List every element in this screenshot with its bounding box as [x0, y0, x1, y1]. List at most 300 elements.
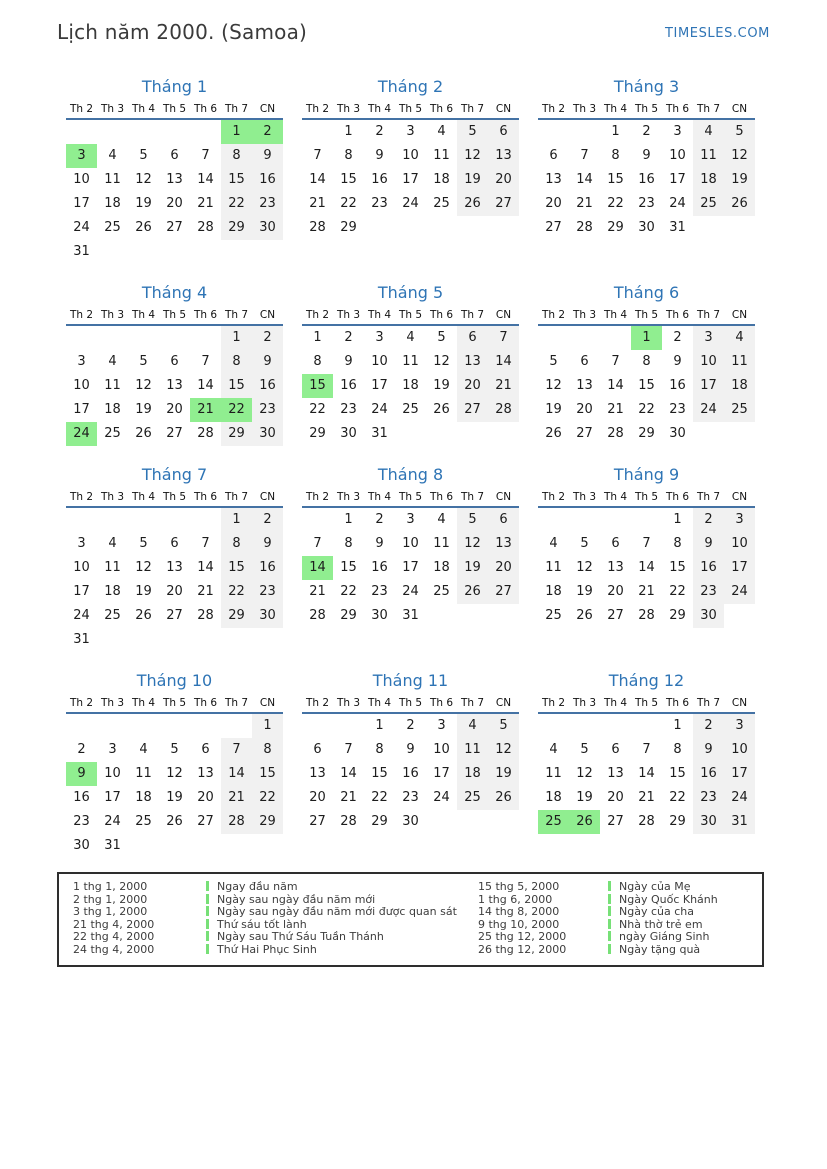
- legend-date: 26 thg 12, 2000: [478, 942, 567, 956]
- weekday-label: Th 6: [665, 697, 690, 709]
- date-cell: 30: [693, 604, 724, 628]
- empty-cell: [221, 714, 252, 738]
- date-cell: 15: [221, 168, 252, 192]
- date-cell: 24: [402, 584, 419, 599]
- date-cell: 1: [375, 718, 384, 733]
- weekday-label: Th 5: [162, 697, 187, 709]
- date-cell: 1: [673, 512, 682, 527]
- topbar: [57, 20, 770, 44]
- empty-cell: [600, 508, 631, 532]
- weekday-label: Th 6: [429, 309, 454, 321]
- date-cell: 14: [576, 172, 593, 187]
- empty-cell: [66, 120, 97, 144]
- weekday-label: Th 4: [367, 309, 392, 321]
- date-cell: 29: [340, 608, 357, 623]
- month-block-5: [302, 283, 519, 446]
- date-cell: 3: [406, 124, 415, 139]
- date-cell: 10: [724, 532, 755, 556]
- date-cell: 25: [433, 196, 450, 211]
- date-cell: 31: [669, 220, 686, 235]
- date-cell: 13: [576, 378, 593, 393]
- date-cell: 12: [488, 738, 519, 762]
- weekday-label: CN: [495, 491, 512, 503]
- empty-cell: [97, 714, 128, 738]
- date-cell: 3: [375, 330, 384, 345]
- legend-date: 15 thg 5, 2000: [478, 880, 560, 893]
- date-cell: 24: [724, 580, 755, 604]
- date-cell: 9: [344, 354, 353, 369]
- date-cell: 14: [607, 378, 624, 393]
- date-cell: 17: [402, 172, 419, 187]
- date-cell: 27: [607, 814, 624, 829]
- date-cell: 30: [252, 604, 283, 628]
- legend-holiday-name: ngày Giáng Sinh: [608, 931, 748, 944]
- legend-date: 1 thg 1, 2000: [73, 880, 148, 893]
- date-cell: 29: [607, 220, 624, 235]
- month-title: Tháng 11: [372, 671, 449, 690]
- date-cell: 13: [166, 560, 183, 575]
- empty-cell: [426, 216, 457, 240]
- legend-holiday-name: Ngày sau Thứ Sáu Tuần Thánh: [206, 931, 478, 944]
- date-cell: 8: [375, 742, 384, 757]
- date-cell: 7: [221, 738, 252, 762]
- date-cell: 29: [221, 604, 252, 628]
- date-cell: 9: [375, 148, 384, 163]
- date-cell: 28: [638, 608, 655, 623]
- date-cell: 16: [252, 374, 283, 398]
- date-cell: 2: [375, 512, 384, 527]
- weekday-label: Th 2: [305, 697, 330, 709]
- legend-holiday-name: Ngày tặng quà: [608, 944, 748, 957]
- weekday-label: Th 2: [305, 491, 330, 503]
- date-cell: 15: [252, 762, 283, 786]
- holiday-date-cell: 21: [190, 398, 221, 422]
- date-cell: 18: [104, 584, 121, 599]
- date-cell: 18: [104, 402, 121, 417]
- date-cell: 19: [166, 790, 183, 805]
- month-days: [538, 508, 755, 628]
- date-cell: 19: [488, 762, 519, 786]
- date-cell: 17: [73, 584, 90, 599]
- empty-cell: [159, 714, 190, 738]
- empty-cell: [302, 508, 333, 532]
- date-cell: 11: [693, 144, 724, 168]
- empty-cell: [66, 326, 97, 350]
- date-cell: 19: [724, 168, 755, 192]
- date-cell: 31: [724, 810, 755, 834]
- weekday-label: Th 2: [69, 309, 94, 321]
- date-cell: 8: [611, 148, 620, 163]
- holiday-date-cell: 1: [631, 326, 662, 350]
- month-days: [66, 326, 283, 446]
- month-block-1: [66, 77, 283, 264]
- weekday-header-row: [66, 103, 283, 120]
- weekday-label: Th 6: [193, 309, 218, 321]
- empty-cell: [457, 604, 488, 628]
- date-cell: 13: [197, 766, 214, 781]
- date-cell: 9: [252, 144, 283, 168]
- date-cell: 1: [252, 714, 283, 738]
- date-cell: 21: [576, 196, 593, 211]
- date-cell: 7: [313, 536, 322, 551]
- date-cell: 19: [457, 168, 488, 192]
- date-cell: 30: [669, 426, 686, 441]
- date-cell: 10: [371, 354, 388, 369]
- date-cell: 5: [139, 536, 148, 551]
- weekday-label: CN: [731, 309, 748, 321]
- date-cell: 12: [166, 766, 183, 781]
- month-block-10: [66, 671, 283, 858]
- date-cell: 4: [139, 742, 148, 757]
- empty-cell: [252, 834, 283, 858]
- date-cell: 3: [673, 124, 682, 139]
- date-cell: 24: [433, 790, 450, 805]
- holiday-tick-icon: [608, 894, 611, 904]
- empty-cell: [128, 240, 159, 264]
- date-cell: 27: [545, 220, 562, 235]
- date-cell: 21: [638, 790, 655, 805]
- legend-date: 14 thg 8, 2000: [478, 905, 560, 919]
- date-cell: 20: [197, 790, 214, 805]
- date-cell: 7: [642, 536, 651, 551]
- empty-cell: [159, 508, 190, 532]
- date-cell: 29: [669, 814, 686, 829]
- weekday-label: Th 3: [336, 309, 361, 321]
- date-cell: 23: [638, 196, 655, 211]
- date-cell: 6: [170, 148, 179, 163]
- holiday-tick-icon: [608, 944, 611, 954]
- date-cell: 10: [693, 350, 724, 374]
- date-cell: 28: [576, 220, 593, 235]
- empty-cell: [302, 120, 333, 144]
- date-cell: 11: [457, 738, 488, 762]
- month-days: [302, 326, 519, 446]
- date-cell: 26: [433, 402, 450, 417]
- date-cell: 19: [545, 402, 562, 417]
- date-cell: 24: [724, 786, 755, 810]
- weekday-label: Th 2: [305, 103, 330, 115]
- weekday-label: Th 4: [603, 103, 628, 115]
- month-days: [538, 326, 755, 446]
- empty-cell: [724, 422, 755, 446]
- date-cell: 20: [166, 402, 183, 417]
- date-cell: 8: [313, 354, 322, 369]
- date-cell: 13: [457, 350, 488, 374]
- holiday-date-cell: 2: [252, 120, 283, 144]
- empty-cell: [488, 422, 519, 446]
- date-cell: 6: [488, 120, 519, 144]
- date-cell: 19: [135, 402, 152, 417]
- date-cell: 7: [580, 148, 589, 163]
- weekday-label: Th 4: [603, 491, 628, 503]
- date-cell: 18: [104, 196, 121, 211]
- weekday-label: Th 2: [305, 309, 330, 321]
- weekday-label: Th 2: [541, 697, 566, 709]
- date-cell: 14: [488, 350, 519, 374]
- date-cell: 11: [402, 354, 419, 369]
- month-block-8: [302, 465, 519, 628]
- month-title: Tháng 5: [377, 283, 444, 302]
- date-cell: 12: [724, 144, 755, 168]
- date-cell: 22: [221, 192, 252, 216]
- empty-cell: [364, 216, 395, 240]
- date-cell: 21: [197, 584, 214, 599]
- date-cell: 10: [104, 766, 121, 781]
- holiday-tick-icon: [206, 944, 209, 954]
- legend-date: 22 thg 4, 2000: [73, 930, 155, 944]
- date-cell: 13: [166, 172, 183, 187]
- brand-link[interactable]: TIMESLES.COM: [664, 26, 770, 41]
- date-cell: 18: [545, 790, 562, 805]
- date-cell: 18: [135, 790, 152, 805]
- date-cell: 10: [433, 742, 450, 757]
- empty-cell: [221, 240, 252, 264]
- date-cell: 19: [433, 378, 450, 393]
- weekday-label: CN: [731, 491, 748, 503]
- months-grid: [66, 77, 770, 858]
- date-cell: 24: [104, 814, 121, 829]
- date-cell: 23: [402, 790, 419, 805]
- date-cell: 7: [201, 148, 210, 163]
- empty-cell: [190, 240, 221, 264]
- weekday-label: Th 6: [665, 309, 690, 321]
- empty-cell: [724, 216, 755, 240]
- empty-cell: [395, 422, 426, 446]
- date-cell: 22: [340, 584, 357, 599]
- date-cell: 11: [104, 378, 121, 393]
- legend-holiday-name: Ngày sau ngày đầu năm mới: [206, 894, 478, 907]
- empty-cell: [159, 834, 190, 858]
- empty-cell: [693, 422, 724, 446]
- empty-cell: [190, 834, 221, 858]
- weekday-header-row: [538, 697, 755, 714]
- weekday-label: Th 3: [100, 697, 125, 709]
- date-cell: 30: [73, 838, 90, 853]
- date-cell: 31: [402, 608, 419, 623]
- date-cell: 20: [166, 584, 183, 599]
- weekday-label: Th 6: [193, 103, 218, 115]
- weekday-label: Th 4: [367, 491, 392, 503]
- date-cell: 30: [693, 810, 724, 834]
- date-cell: 16: [252, 168, 283, 192]
- holiday-legend-box: [57, 872, 764, 967]
- date-cell: 17: [724, 556, 755, 580]
- weekday-label: Th 3: [336, 103, 361, 115]
- holiday-tick-icon: [608, 931, 611, 941]
- date-cell: 29: [309, 426, 326, 441]
- date-cell: 23: [371, 584, 388, 599]
- empty-cell: [600, 714, 631, 738]
- date-cell: 8: [673, 536, 682, 551]
- empty-cell: [159, 628, 190, 652]
- date-cell: 5: [457, 120, 488, 144]
- date-cell: 25: [457, 786, 488, 810]
- date-cell: 26: [135, 220, 152, 235]
- date-cell: 28: [340, 814, 357, 829]
- date-cell: 9: [673, 354, 682, 369]
- empty-cell: [97, 508, 128, 532]
- empty-cell: [569, 714, 600, 738]
- date-cell: 27: [309, 814, 326, 829]
- date-cell: 20: [309, 790, 326, 805]
- weekday-label: Th 4: [603, 697, 628, 709]
- empty-cell: [600, 326, 631, 350]
- date-cell: 27: [576, 426, 593, 441]
- empty-cell: [569, 508, 600, 532]
- date-cell: 17: [433, 766, 450, 781]
- weekday-label: Th 6: [429, 491, 454, 503]
- weekday-header-row: [538, 491, 755, 508]
- holiday-tick-icon: [608, 919, 611, 929]
- date-cell: 2: [642, 124, 651, 139]
- weekday-label: Th 5: [634, 309, 659, 321]
- legend-date: 3 thg 1, 2000: [73, 905, 148, 919]
- date-cell: 26: [166, 814, 183, 829]
- date-cell: 14: [638, 560, 655, 575]
- date-cell: 3: [406, 512, 415, 527]
- date-cell: 31: [371, 426, 388, 441]
- weekday-label: Th 5: [398, 103, 423, 115]
- date-cell: 30: [252, 216, 283, 240]
- empty-cell: [128, 326, 159, 350]
- date-cell: 6: [313, 742, 322, 757]
- date-cell: 23: [252, 398, 283, 422]
- date-cell: 15: [607, 172, 624, 187]
- date-cell: 29: [221, 422, 252, 446]
- weekday-label: Th 4: [603, 309, 628, 321]
- weekday-header-row: [66, 697, 283, 714]
- date-cell: 23: [252, 580, 283, 604]
- date-cell: 17: [73, 402, 90, 417]
- weekday-label: Th 6: [665, 103, 690, 115]
- empty-cell: [252, 628, 283, 652]
- date-cell: 1: [221, 508, 252, 532]
- date-cell: 1: [344, 512, 353, 527]
- date-cell: 19: [457, 556, 488, 580]
- date-cell: 10: [669, 148, 686, 163]
- weekday-label: Th 4: [131, 309, 156, 321]
- date-cell: 16: [73, 790, 90, 805]
- date-cell: 5: [437, 330, 446, 345]
- date-cell: 1: [611, 124, 620, 139]
- date-cell: 25: [104, 608, 121, 623]
- date-cell: 20: [488, 556, 519, 580]
- date-cell: 4: [108, 148, 117, 163]
- date-cell: 20: [166, 196, 183, 211]
- date-cell: 16: [252, 556, 283, 580]
- date-cell: 15: [371, 766, 388, 781]
- month-block-9: [538, 465, 755, 628]
- date-cell: 25: [135, 814, 152, 829]
- weekday-label: Th 3: [572, 103, 597, 115]
- date-cell: 18: [433, 560, 450, 575]
- date-cell: 14: [197, 172, 214, 187]
- date-cell: 14: [197, 560, 214, 575]
- date-cell: 15: [221, 556, 252, 580]
- weekday-label: Th 3: [100, 103, 125, 115]
- date-cell: 12: [576, 766, 593, 781]
- holiday-date-cell: 26: [569, 810, 600, 834]
- date-cell: 14: [340, 766, 357, 781]
- date-cell: 6: [488, 508, 519, 532]
- date-cell: 27: [607, 608, 624, 623]
- date-cell: 27: [166, 608, 183, 623]
- date-cell: 3: [724, 714, 755, 738]
- date-cell: 10: [73, 172, 90, 187]
- empty-cell: [128, 508, 159, 532]
- date-cell: 23: [252, 192, 283, 216]
- legend-date: 1 thg 6, 2000: [478, 892, 553, 906]
- month-title: Tháng 10: [136, 671, 213, 690]
- weekday-label: Th 4: [367, 103, 392, 115]
- date-cell: 25: [433, 584, 450, 599]
- date-cell: 29: [221, 216, 252, 240]
- empty-cell: [538, 714, 569, 738]
- date-cell: 9: [693, 532, 724, 556]
- date-cell: 22: [340, 196, 357, 211]
- date-cell: 2: [693, 508, 724, 532]
- date-cell: 4: [108, 536, 117, 551]
- empty-cell: [190, 628, 221, 652]
- date-cell: 6: [580, 354, 589, 369]
- legend-holiday-name: Thứ sáu tốt lành: [206, 919, 478, 932]
- month-block-4: [66, 283, 283, 446]
- date-cell: 13: [166, 378, 183, 393]
- weekday-label: CN: [259, 491, 276, 503]
- month-days: [538, 120, 755, 240]
- holiday-tick-icon: [206, 881, 209, 891]
- date-cell: 3: [724, 508, 755, 532]
- date-cell: 28: [309, 220, 326, 235]
- holiday-tick-icon: [206, 931, 209, 941]
- date-cell: 8: [344, 148, 353, 163]
- date-cell: 31: [73, 244, 90, 259]
- date-cell: 26: [135, 608, 152, 623]
- date-cell: 27: [488, 192, 519, 216]
- weekday-label: Th 5: [398, 491, 423, 503]
- legend-holiday-name: Ngay đầu năm: [206, 881, 478, 894]
- date-cell: 3: [437, 718, 446, 733]
- date-cell: 1: [221, 326, 252, 350]
- empty-cell: [190, 508, 221, 532]
- date-cell: 20: [545, 196, 562, 211]
- date-cell: 16: [693, 556, 724, 580]
- date-cell: 5: [580, 536, 589, 551]
- date-cell: 16: [669, 378, 686, 393]
- date-cell: 16: [638, 172, 655, 187]
- month-days: [302, 120, 519, 240]
- date-cell: 5: [139, 354, 148, 369]
- date-cell: 26: [488, 786, 519, 810]
- date-cell: 11: [545, 766, 562, 781]
- date-cell: 24: [73, 220, 90, 235]
- date-cell: 13: [607, 766, 624, 781]
- date-cell: 28: [197, 220, 214, 235]
- date-cell: 18: [402, 378, 419, 393]
- weekday-header-row: [302, 103, 519, 120]
- date-cell: 20: [607, 584, 624, 599]
- date-cell: 15: [669, 560, 686, 575]
- month-block-7: [66, 465, 283, 652]
- date-cell: 22: [669, 790, 686, 805]
- date-cell: 24: [402, 196, 419, 211]
- date-cell: 21: [488, 374, 519, 398]
- legend-date: 24 thg 4, 2000: [73, 942, 155, 956]
- date-cell: 8: [673, 742, 682, 757]
- date-cell: 17: [104, 790, 121, 805]
- date-cell: 26: [576, 608, 593, 623]
- date-cell: 8: [221, 532, 252, 556]
